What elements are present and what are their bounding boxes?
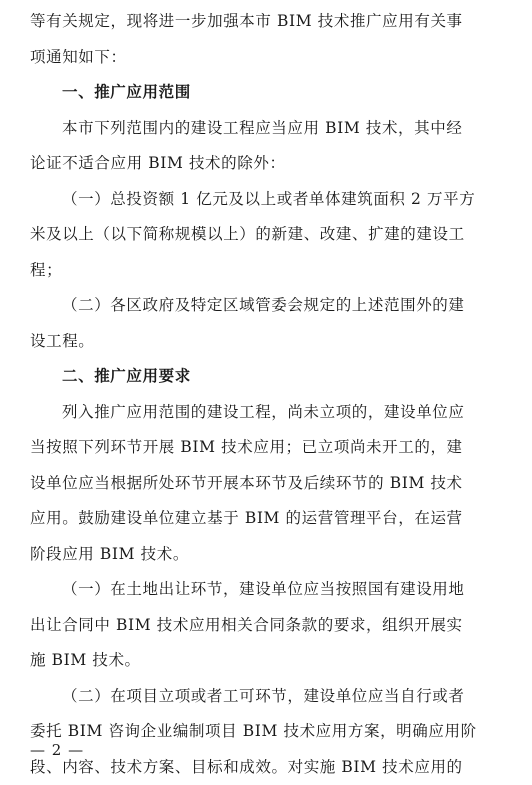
text-line: （一）总投资额 1 亿元及以上或者单体建筑面积 2 万平方: [30, 182, 510, 218]
section-heading: 一、推广应用范围: [30, 75, 510, 111]
text-line: 设工程。: [30, 324, 510, 360]
text-line: 出让合同中 BIM 技术应用相关合同条款的要求，组织开展实: [30, 608, 510, 644]
text-line: 项通知如下：: [30, 40, 510, 76]
text-line: 列入推广应用范围的建设工程，尚未立项的，建设单位应: [30, 395, 510, 431]
text-line: 阶段应用 BIM 技术。: [30, 537, 510, 573]
text-line: 应用。鼓励建设单位建立基于 BIM 的运营管理平台，在运营: [30, 501, 510, 537]
text-line: 程；: [30, 253, 510, 289]
text-line: （二）各区政府及特定区域管委会规定的上述范围外的建: [30, 288, 510, 324]
text-line: （二）在项目立项或者工可环节，建设单位应当自行或者: [30, 679, 510, 715]
section-heading: 二、推广应用要求: [30, 359, 510, 395]
text-line: 本市下列范围内的建设工程应当应用 BIM 技术，其中经: [30, 111, 510, 147]
text-line: 米及以上（以下简称规模以上）的新建、改建、扩建的建设工: [30, 217, 510, 253]
text-line: 施 BIM 技术。: [30, 643, 510, 679]
text-line: 设单位应当根据所处环节开展本环节及后续环节的 BIM 技术: [30, 466, 510, 502]
text-line: 当按照下列环节开展 BIM 技术应用；已立项尚未开工的，建: [30, 430, 510, 466]
text-line: （一）在土地出让环节，建设单位应当按照国有建设用地: [30, 572, 510, 608]
document-body: [30, 4, 510, 785]
page-number: — 2 —: [30, 736, 84, 764]
text-line: 段、内容、技术方案、目标和成效。对实施 BIM 技术应用的: [30, 750, 510, 785]
text-line: 等有关规定，现将进一步加强本市 BIM 技术推广应用有关事: [30, 4, 510, 40]
text-line: 论证不适合应用 BIM 技术的除外：: [30, 146, 510, 182]
text-line: 委托 BIM 咨询企业编制项目 BIM 技术应用方案，明确应用阶: [30, 714, 510, 750]
